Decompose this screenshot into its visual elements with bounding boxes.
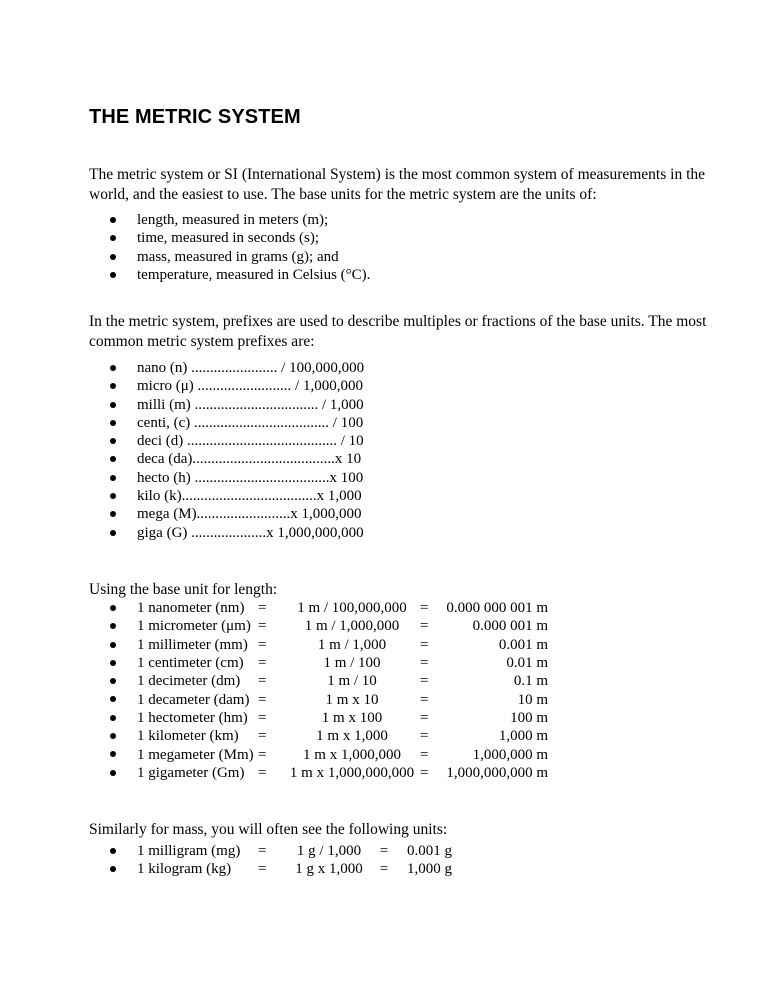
bullet-icon <box>110 365 116 371</box>
list-item: micro (μ) ......................... / 1,000,000 <box>110 377 364 395</box>
bullet-icon <box>110 678 116 684</box>
mass-intro-paragraph: Similarly for mass, you will often see the following units: <box>89 821 448 838</box>
list-item: deca (da)......................................x 10 <box>110 450 364 468</box>
bullet-icon <box>110 420 116 426</box>
bullet-icon <box>110 530 116 536</box>
bullet-icon <box>110 402 116 408</box>
bullet-icon <box>110 715 116 721</box>
mass-conversion-list <box>110 842 452 879</box>
list-item <box>110 860 452 878</box>
table-row: 1 centimeter (cm) = 1 m / 100 = 0.01 m <box>137 655 548 672</box>
bullet-icon <box>110 696 116 702</box>
prefix-list <box>110 359 364 542</box>
bullet-icon <box>110 511 116 517</box>
bullet-icon <box>110 235 116 241</box>
bullet-icon <box>110 475 116 481</box>
list-item <box>110 690 548 708</box>
bullet-icon <box>110 751 116 757</box>
list-item <box>110 636 548 654</box>
list-item: hecto (h) ....................................x 100 <box>110 469 364 487</box>
table-row: 1 kilogram (kg) = 1 g x 1,000 = 1,000 g <box>137 861 452 878</box>
list-item: temperature, measured in Celsius (°C). <box>110 266 370 284</box>
bullet-icon <box>110 254 116 260</box>
table-row: 1 hectometer (hm) = 1 m x 100 = 100 m <box>137 709 548 726</box>
base-units-list <box>110 211 370 284</box>
list-item: time, measured in seconds (s); <box>110 229 370 247</box>
page-title: THE METRIC SYSTEM <box>89 106 301 128</box>
list-item <box>110 709 548 727</box>
bullet-icon <box>110 770 116 776</box>
list-item: mass, measured in grams (g); and <box>110 248 370 266</box>
table-row: 1 megameter (Mm) = 1 m x 1,000,000 = 1,000,000 m <box>137 746 548 763</box>
list-item <box>110 672 548 690</box>
list-item: milli (m) ................................. / 1,000 <box>110 396 364 414</box>
bullet-icon <box>110 217 116 223</box>
list-item: mega (M).........................x 1,000,000 <box>110 505 364 523</box>
length-intro-paragraph: Using the base unit for length: <box>89 581 278 598</box>
table-row: 1 kilometer (km) = 1 m x 1,000 = 1,000 m <box>137 728 548 745</box>
bullet-icon <box>110 866 116 872</box>
table-row: 1 decameter (dam) = 1 m x 10 = 10 m <box>137 691 548 708</box>
table-row: 1 nanometer (nm) = 1 m / 100,000,000 = 0.000 000 001 m <box>137 600 548 617</box>
list-item <box>110 617 548 635</box>
bullet-icon <box>110 605 116 611</box>
list-item: kilo (k)....................................x 1,000 <box>110 487 364 505</box>
list-item <box>110 842 452 860</box>
list-item: giga (G) ....................x 1,000,000,000 <box>110 524 364 542</box>
list-item <box>110 764 548 782</box>
bullet-icon <box>110 438 116 444</box>
bullet-icon <box>110 383 116 389</box>
table-row: 1 decimeter (dm) = 1 m / 10 = 0.1 m <box>137 673 548 690</box>
list-item <box>110 727 548 745</box>
length-conversion-list <box>110 599 548 782</box>
table-row: 1 milligram (mg) = 1 g / 1,000 = 0.001 g <box>137 843 452 860</box>
list-item: length, measured in meters (m); <box>110 211 370 229</box>
table-row: 1 micrometer (μm) = 1 m / 1,000,000 = 0.000 001 m <box>137 618 548 635</box>
bullet-icon <box>110 733 116 739</box>
list-item <box>110 745 548 763</box>
bullet-icon <box>110 623 116 629</box>
bullet-icon <box>110 272 116 278</box>
table-row: 1 gigameter (Gm) = 1 m x 1,000,000,000 = 1,000,000,000 m <box>137 764 548 781</box>
bullet-icon <box>110 493 116 499</box>
prefix-intro-paragraph: In the metric system, prefixes are used to describe multiples or fractions of the base units. The most common metric system prefixes are: <box>89 313 707 350</box>
list-item: centi, (c) .................................... / 100 <box>110 414 364 432</box>
list-item: nano (n) ....................... / 100,000,000 <box>110 359 364 377</box>
bullet-icon <box>110 848 116 854</box>
bullet-icon <box>110 660 116 666</box>
list-item <box>110 654 548 672</box>
intro-paragraph: The metric system or SI (International System) is the most common system of measurements in the world, and the easiest to use. The base units for the metric system are the units of: <box>89 166 706 203</box>
bullet-icon <box>110 642 116 648</box>
table-row: 1 millimeter (mm) = 1 m / 1,000 = 0.001 m <box>137 636 548 653</box>
bullet-icon <box>110 456 116 462</box>
list-item: deci (d) ........................................ / 10 <box>110 432 364 450</box>
list-item <box>110 599 548 617</box>
